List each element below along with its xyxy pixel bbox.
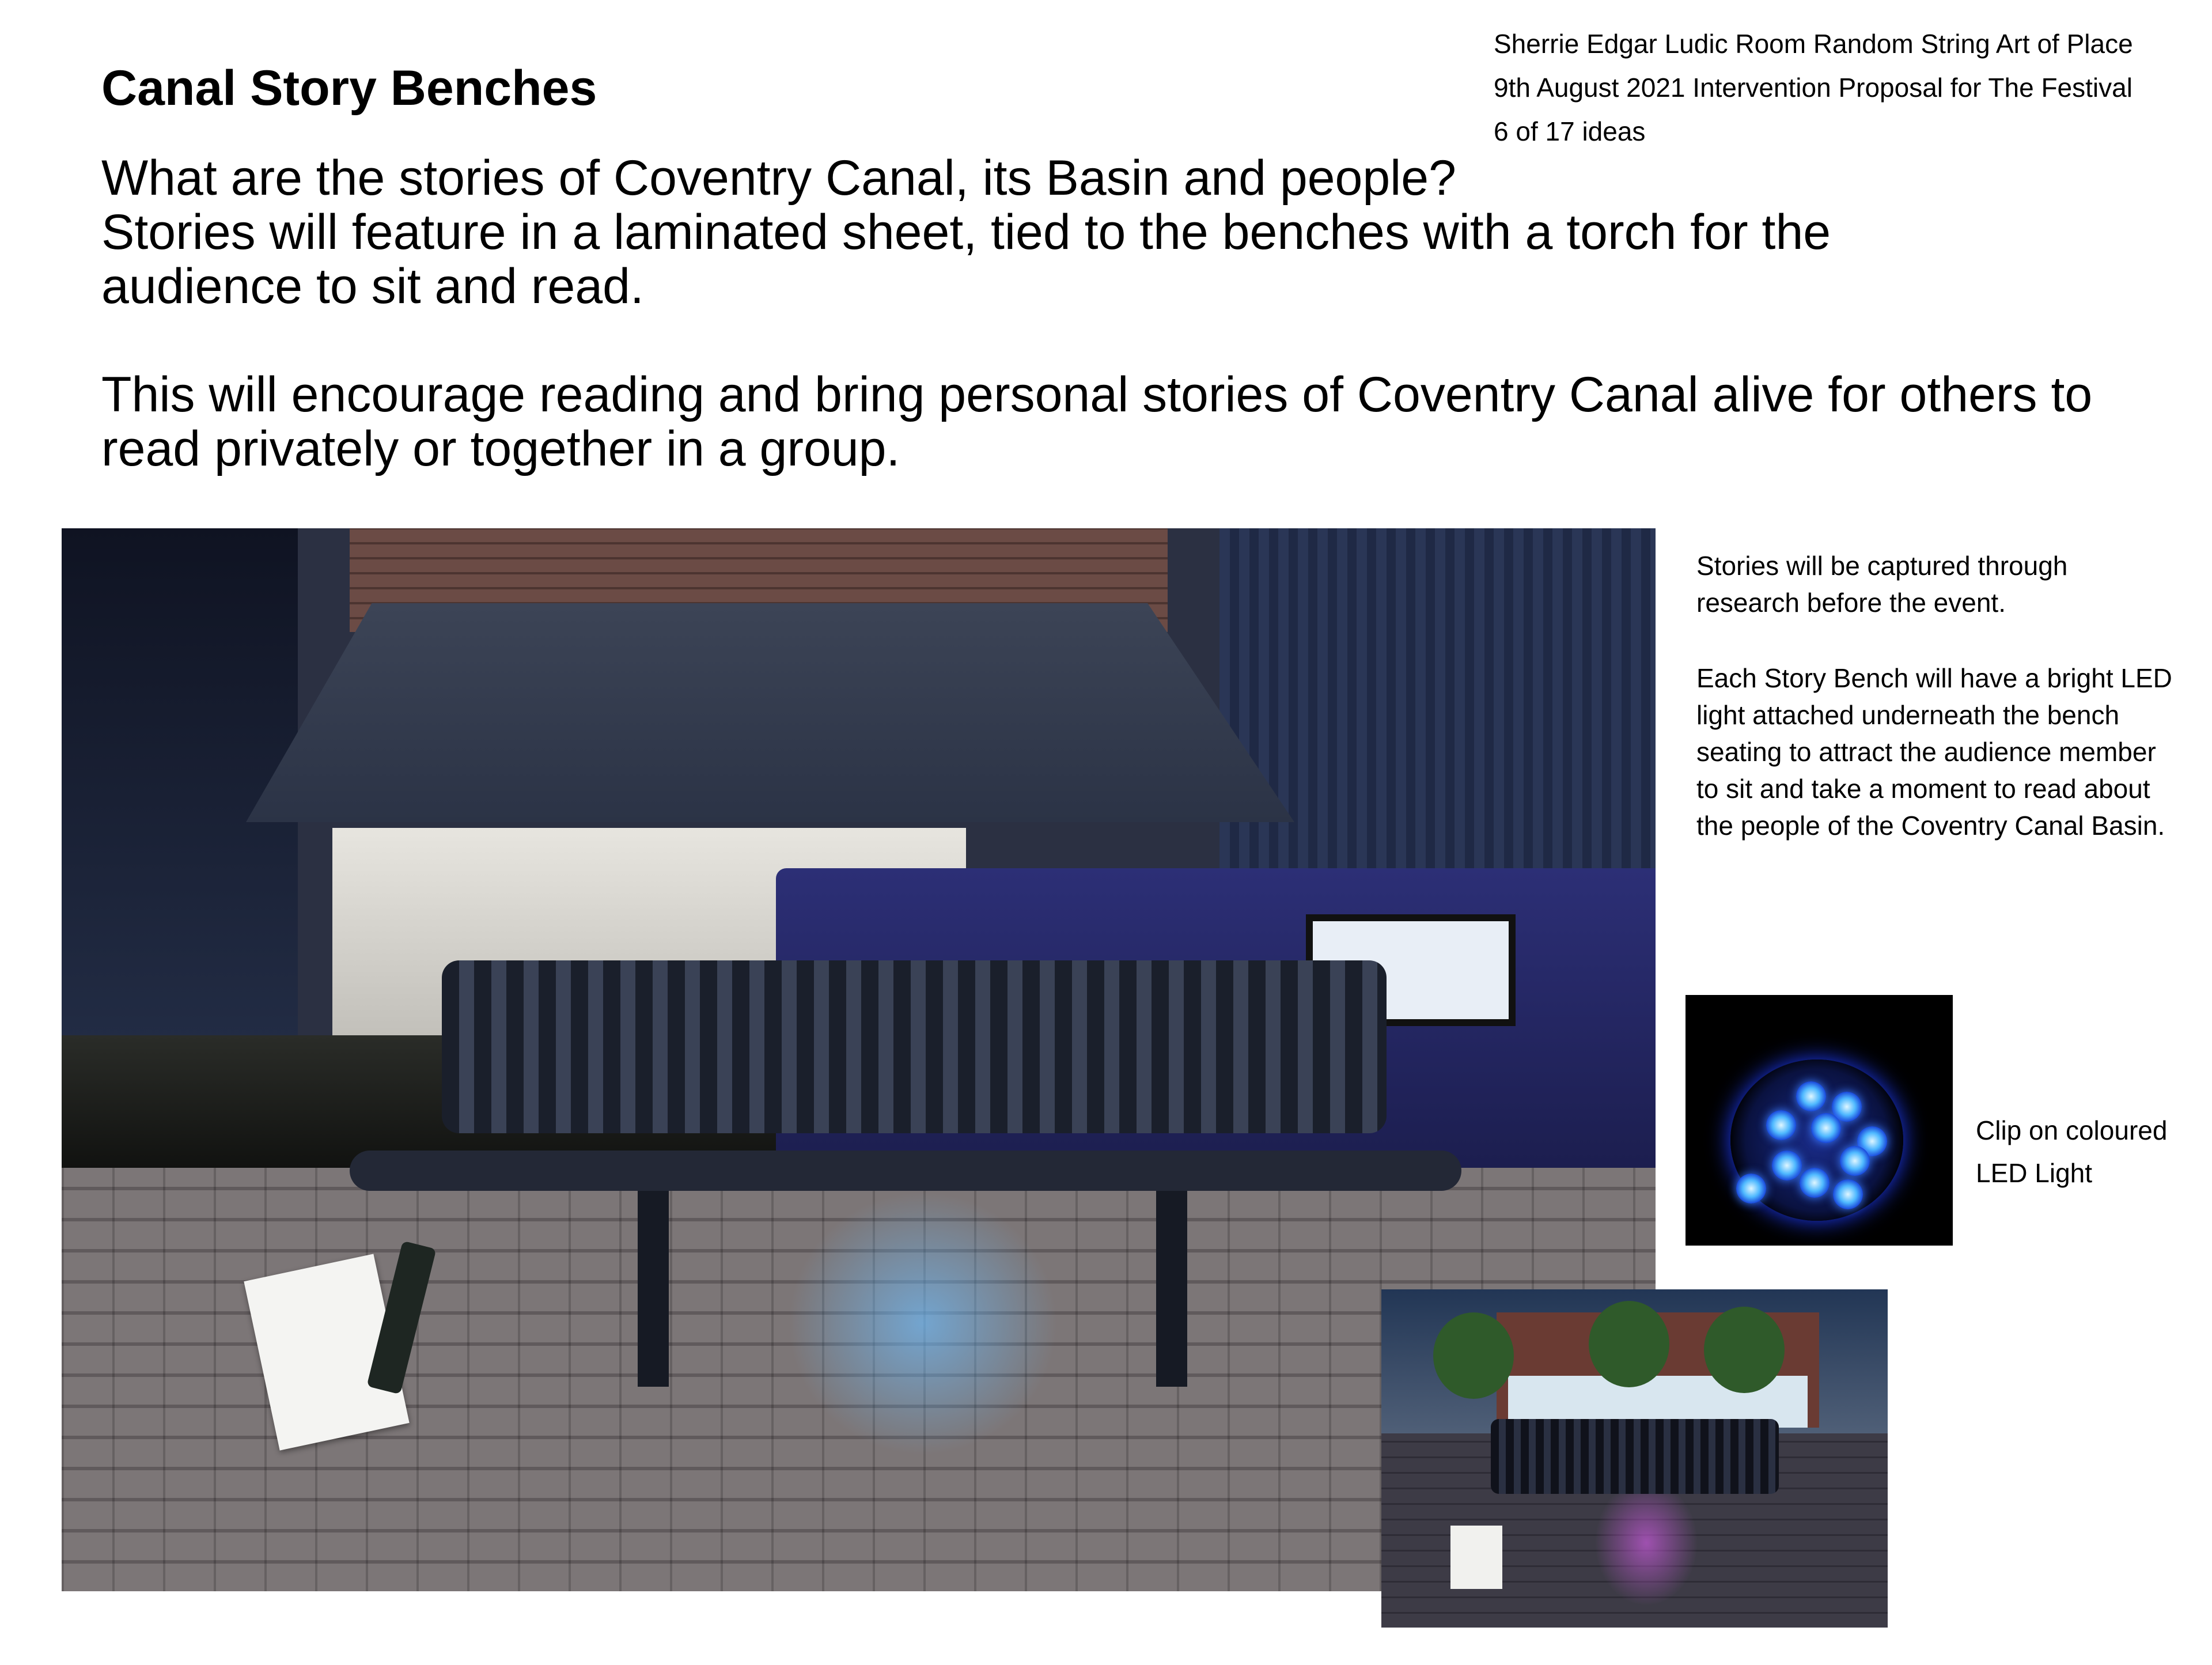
side-note-led: Each Story Bench will have a bright LED light attached underneath the bench seating to attract the audience member to sit and take a moment to read about the people of the Coventry Canal Basin. [1696,663,2172,841]
night-bench [1491,1419,1779,1494]
meta-date-line: 9th August 2021 Intervention Proposal for The Festival [1494,73,2133,103]
page-title: Canal Story Benches [101,60,597,116]
intro-line-5: read privately or together in a group. [101,421,900,476]
bench-seat [350,1151,1461,1191]
intro-line-4: This will encourage reading and bring personal stories of Coventry Canal alive for others to [101,367,2093,422]
night-story-sheet [1450,1526,1502,1589]
led-light-photo [1685,995,1953,1246]
intro-question: What are the stories of Coventry Canal, its Basin and people? [101,150,1456,206]
intro-text [101,151,2198,476]
night-bench-photo [1381,1289,1888,1628]
led-glow [787,1191,1058,1456]
bench-backrest [442,960,1387,1133]
side-note-research: Stories will be captured through research before the event. [1696,551,2068,618]
document-meta [1494,22,2133,153]
meta-author-line: Sherrie Edgar Ludic Room Random String Art of Place [1494,29,2133,59]
intro-line-3: audience to sit and read. [101,259,644,314]
intro-line-2: Stories will feature in a laminated sheet, tied to the benches with a torch for the [101,205,1831,260]
meta-idea-count: 6 of 17 ideas [1494,116,1646,146]
led-caption: Clip on coloured LED Light [1976,1115,2168,1188]
